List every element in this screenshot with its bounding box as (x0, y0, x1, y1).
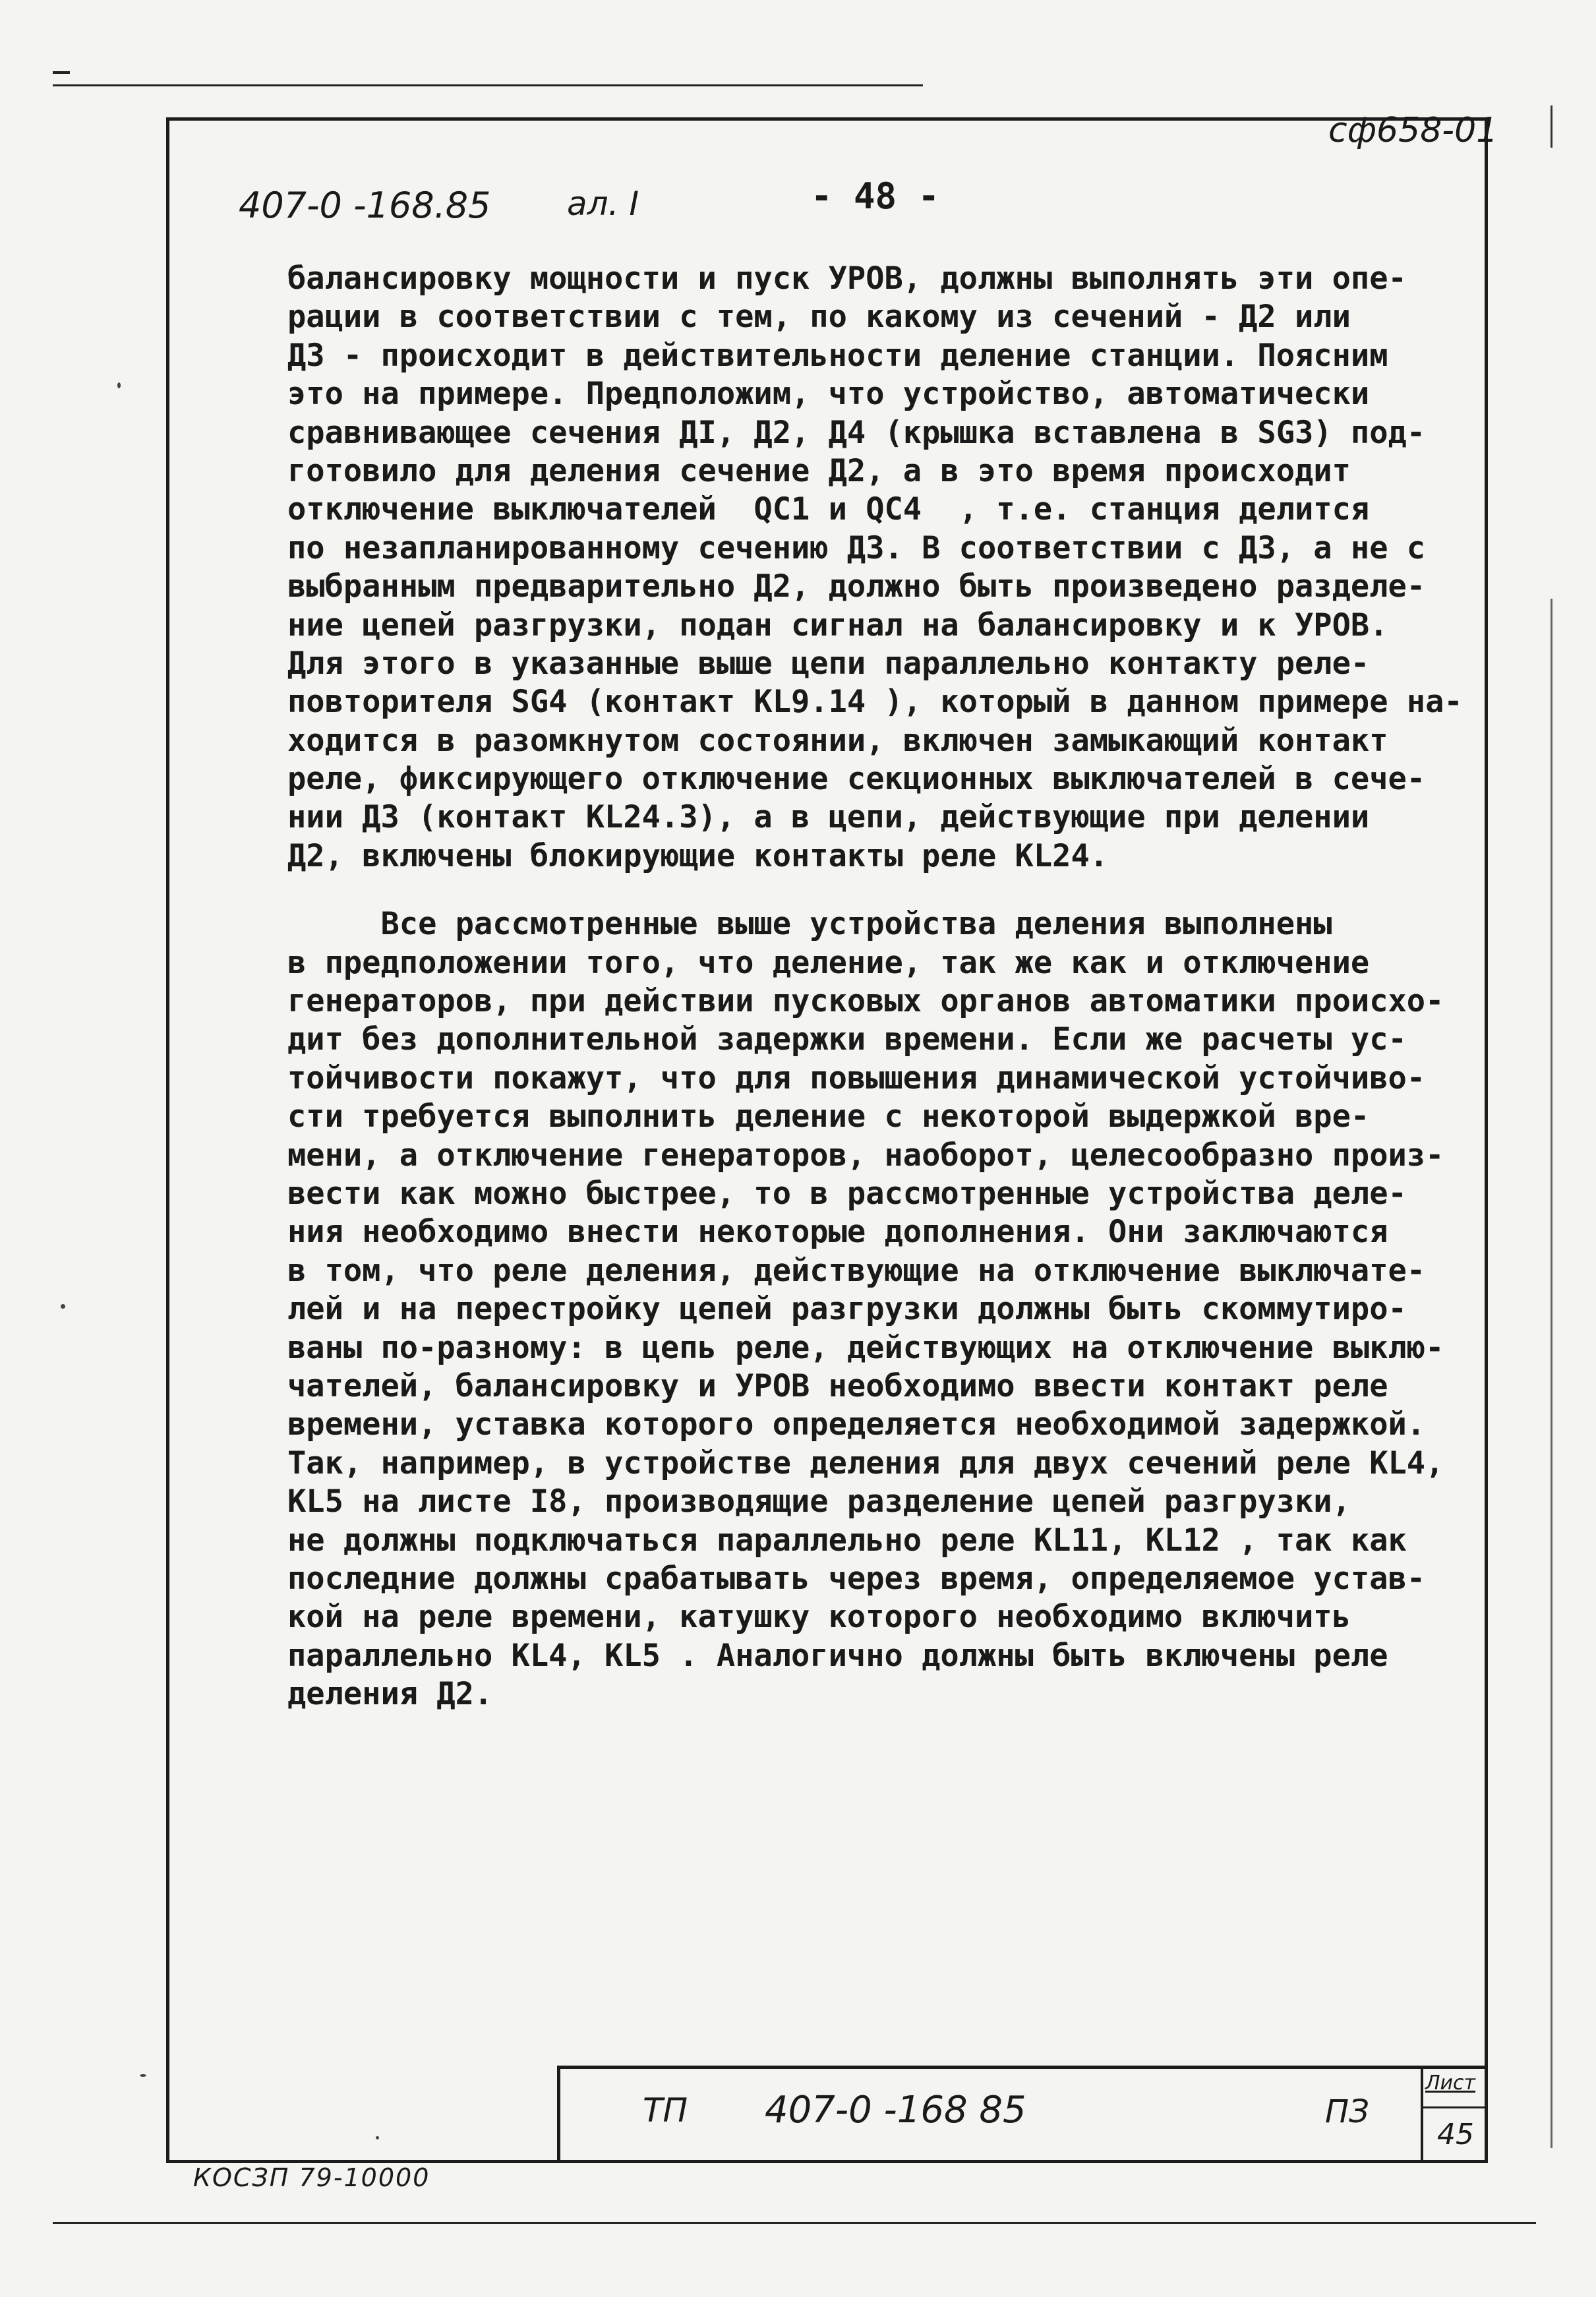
margin-mark (1551, 105, 1552, 148)
bottom-rule (53, 2222, 1536, 2224)
top-rule (53, 84, 923, 86)
text-line: реле, фиксирующего отключение секционных выключателей в сече- (287, 761, 1426, 798)
text-line: рации в соответствии с тем, по какому из сечений - Д2 или (287, 299, 1351, 336)
text-line: в том, что реле деления, действующие на отключение выключате- (287, 1252, 1426, 1289)
text-line: сравнивающее сечения ДI, Д2, Д4 (крышка вставлена в SG3) под- (287, 414, 1426, 451)
paragraph-gap (287, 876, 1474, 905)
scan-speck (117, 382, 121, 388)
text-line: сти требуется выполнить деление с некоторой выдержкой вре- (287, 1098, 1370, 1135)
body-text (287, 260, 1474, 1714)
text-line: не должны подключаться параллельно реле KL11, KL12 , так как (287, 1522, 1407, 1559)
text-line: дит без дополнительной задержки времени. Если же расчеты ус- (287, 1021, 1407, 1058)
footer-code: КОСЗП 79-10000 (193, 2163, 430, 2192)
text-line: чателей, балансировку и УРОВ необходимо ввести контакт реле (287, 1367, 1388, 1404)
corner-code: сф658-01 (1328, 111, 1498, 150)
scan-speck (140, 2074, 146, 2077)
sheet-divider (1421, 2106, 1488, 2108)
paragraph-1 (287, 260, 1474, 876)
text-line: кой на реле времени, катушку которого необходимо включить (287, 1599, 1351, 1636)
text-line: деления Д2. (287, 1676, 493, 1713)
text-line: нии Д3 (контакт KL24.3), а в цепи, действующие при делении (287, 799, 1370, 836)
text-line: Д2, включены блокирующие контакты реле KL24. (287, 837, 1109, 874)
text-line: тойчивости покажут, что для повышения динамической устойчиво- (287, 1059, 1426, 1096)
text-line: вести как можно быстрее, то в рассмотренные устройства деле- (287, 1175, 1407, 1212)
sheet-number: 45 (1437, 2118, 1474, 2151)
text-line: повторителя SG4 (контакт KL9.14 ), который в данном примере на- (287, 684, 1463, 721)
text-line: отключение выключателей QC1 и QC4 , т.е. станция делится (287, 491, 1370, 528)
margin-mark (53, 71, 70, 74)
text-line: последние должны срабатывать через время, определяемое устав- (287, 1560, 1426, 1597)
text-line: Для этого в указанные выше цепи параллельно контакту реле- (287, 645, 1370, 682)
page-number: - 48 - (811, 175, 940, 217)
text-line: Так, например, в устройстве деления для двух сечений реле KL4, (287, 1445, 1444, 1481)
text-line: ние цепей разгрузки, подан сигнал на балансировку и к УРОВ. (287, 607, 1388, 643)
text-line: выбранным предварительно Д2, должно быть произведено разделе- (287, 568, 1426, 605)
text-line: ния необходимо внести некоторые дополнения. Они заключаются (287, 1214, 1388, 1251)
text-line: лей и на перестройку цепей разгрузки должны быть скоммутиро- (287, 1291, 1407, 1328)
text-line: времени, уставка которого определяется необходимой задержкой. (287, 1406, 1426, 1443)
scan-speck (61, 1304, 65, 1309)
text-line: мени, а отключение генераторов, наоборот, целесообразно произ- (287, 1137, 1444, 1174)
text-line: готовило для деления сечение Д2, а в это время происходит (287, 452, 1351, 489)
scan-speck (376, 2136, 379, 2139)
sheet-label: Лист (1425, 2072, 1476, 2095)
title-block-prefix: ТП (643, 2091, 688, 2130)
sheet-reference: ал. I (567, 185, 639, 223)
title-block-section: ПЗ (1325, 2093, 1369, 2130)
text-line: это на примере. Предположим, что устройство, автоматически (287, 376, 1370, 413)
text-line: KL5 на листе I8, производящие разделение цепей разгрузки, (287, 1483, 1351, 1520)
text-line: ваны по-разному: в цепь реле, действующих на отключение выклю- (287, 1329, 1444, 1366)
paragraph-2 (287, 905, 1474, 1714)
text-line: Все рассмотренные выше устройства деления выполнены (287, 906, 1332, 943)
text-line: параллельно KL4, KL5 . Аналогично должны быть включены реле (287, 1637, 1388, 1674)
title-block-code: 407-0 -168 85 (765, 2089, 1026, 2132)
text-line: ходится в разомкнутом состоянии, включен замыкающий контакт (287, 722, 1388, 759)
document-code: 407-0 -168.85 (239, 185, 491, 226)
text-line: Д3 - происходит в действительности деление станции. Поясним (287, 337, 1388, 374)
margin-line (1551, 599, 1552, 2148)
text-line: в предположении того, что деление, так же как и отключение (287, 944, 1370, 981)
text-line: балансировку мощности и пуск УРОВ, должны выполнять эти опе- (287, 260, 1407, 297)
text-line: по незапланированному сечению Д3. В соответствии с Д3, а не с (287, 529, 1426, 566)
text-line: генераторов, при действии пусковых органов автоматики происхо- (287, 983, 1444, 1020)
